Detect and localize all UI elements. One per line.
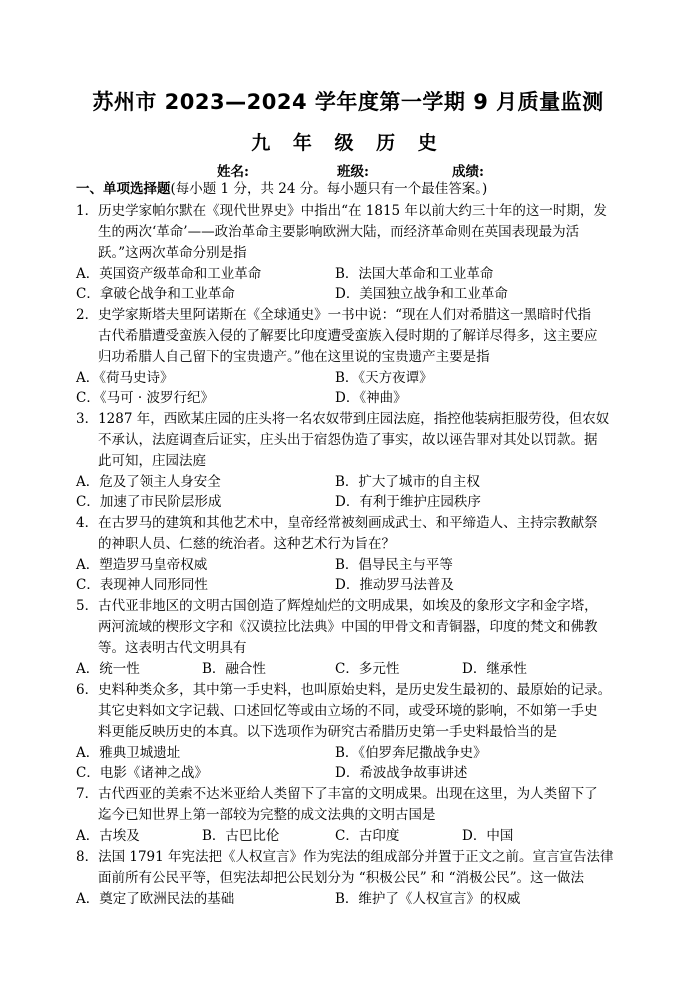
- question-4-option-d: D．推动罗马法普及: [335, 577, 454, 593]
- question-5-option-c: C．多元性: [335, 661, 400, 677]
- question-1-option-a: A．英国资产级革命和工业革命: [76, 266, 262, 282]
- question-3-option-d: D．有利于维护庄园秩序: [335, 494, 481, 510]
- question-2-option-d: D．《神曲》: [335, 390, 407, 406]
- question-3-option-b: B．扩大了城市的自主权: [335, 474, 480, 490]
- question-6-option-a: A．雅典卫城遗址: [76, 745, 181, 761]
- question-6-option-c: C．电影《诸神之战》: [76, 765, 208, 781]
- question-2-option-a: A．《荷马史诗》: [76, 370, 174, 386]
- question-2-line-3: 归功希腊人自己留下的宝贵遗产。”他在这里说的宝贵遗产主要是指: [98, 349, 490, 365]
- question-7-option-a: A．古埃及: [76, 828, 140, 844]
- question-3-line-3: 此可知，庄园法庭: [98, 453, 206, 469]
- question-2-line-2: 古代希腊遭受蛮族入侵的了解要比印度遭受蛮族入侵时期的了解详尽得多，这主要应: [98, 328, 598, 344]
- question-6-option-d: D．希波战争故事讲述: [335, 765, 468, 781]
- question-5-line-2: 两河流域的楔形文字和《汉谟拉比法典》中国的甲骨文和青铜器，印度的梵文和佛教: [98, 619, 598, 635]
- question-1-line-3: 跃。”这两次革命分别是指: [98, 245, 247, 261]
- question-7-option-d: D．中国: [462, 828, 514, 844]
- question-4-line-2: 的神职人员、仁慈的统治者。这种艺术行为旨在？: [98, 536, 395, 552]
- question-8-line-2: 面前所有公民平等，但宪法却把公民划分为 “积极公民” 和 “消极公民”。这一做法: [98, 870, 584, 886]
- question-1-option-c: C．拿破仑战争和工业革命: [76, 286, 235, 302]
- section-note: (每小题 1 分，共 24 分。每小题只有一个最佳答案。): [170, 181, 488, 197]
- name-label: 姓名:: [217, 164, 249, 180]
- question-2-option-c: C．《马可 · 波罗行纪》: [76, 390, 214, 406]
- question-6-line-1: 6．史料种类众多，其中第一手史料，也叫原始史料，是历史发生最初的、最原始的记录。: [76, 682, 612, 698]
- exam-title: 苏州市 2023—2024 学年度第一学期 9 月质量监测: [92, 90, 604, 114]
- question-1-option-d: D．美国独立战争和工业革命: [335, 286, 508, 302]
- question-1-line-1: 1．历史学家帕尔默在《现代世界史》中指出“在 1815 年以前大约三十年的这一时期，发: [76, 203, 607, 219]
- question-5-option-a: A．统一性: [76, 661, 140, 677]
- question-5-line-3: 等。这表明古代文明具有: [98, 640, 247, 656]
- question-3-line-1: 3．1287 年，西欧某庄园的庄头将一名农奴带到庄园法庭，指控他装病拒服劳役，但农奴: [76, 411, 610, 427]
- question-5-line-1: 5．古代亚非地区的文明古国创造了辉煌灿烂的文明成果，如埃及的象形文字和金字塔，: [76, 598, 598, 614]
- section-heading: 一、单项选择题: [76, 181, 171, 197]
- question-8-option-a: A．奠定了欧洲民法的基础: [76, 891, 235, 907]
- exam-subtitle: 九 年 级 历 史: [251, 132, 445, 154]
- class-label: 班级:: [337, 164, 369, 180]
- question-2-line-1: 2．史学家斯塔夫里阿诺斯在《全球通史》一书中说：“现在人们对希腊这一黑暗时代指: [76, 307, 591, 323]
- question-6-option-b: B．《伯罗奔尼撒战争史》: [335, 745, 487, 761]
- question-8-line-1: 8．法国 1791 年宪法把《人权宣言》作为宪法的组成部分并置于正文之前。宣言宣告法律: [76, 849, 614, 865]
- question-1-line-2: 生的两次‘革命’——政治革命主要影响欧洲大陆，而经济革命则在英国表现最为活: [98, 224, 580, 240]
- question-2-option-b: B．《天方夜谭》: [335, 370, 433, 386]
- question-4-option-b: B．倡导民主与平等: [335, 557, 453, 573]
- question-7-option-b: B．古巴比伦: [202, 828, 280, 844]
- score-label: 成绩:: [452, 164, 484, 180]
- question-4-option-a: A．塑造罗马皇帝权威: [76, 557, 208, 573]
- question-3-option-c: C．加速了市民阶层形成: [76, 494, 222, 510]
- question-6-line-3: 料更能反映历史的本真。以下选项作为研究古希腊历史第一手史料最恰当的是: [98, 724, 557, 740]
- question-3-option-a: A．危及了领主人身安全: [76, 474, 221, 490]
- question-7-option-c: C．古印度: [335, 828, 400, 844]
- question-4-line-1: 4．在古罗马的建筑和其他艺术中，皇帝经常被刻画成武士、和平缔造人、主持宗教献祭: [76, 515, 598, 531]
- question-5-option-d: D．继承性: [462, 661, 527, 677]
- question-7-line-2: 迄今已知世界上第一部较为完整的成文法典的文明古国是: [98, 807, 436, 823]
- question-5-option-b: B．融合性: [202, 661, 266, 677]
- question-6-line-2: 其它史料如文字记载、口述回忆等或由立场的不同，或受环境的影响，不如第一手史: [98, 703, 598, 719]
- question-4-option-c: C．表现神人同形同性: [76, 577, 208, 593]
- question-8-option-b: B．维护了《人权宣言》的权威: [335, 891, 521, 907]
- question-3-line-2: 不承认，法庭调查后证实，庄头出于宿怨伪造了事实，故以诬告罪对其处以罚款。据: [98, 432, 598, 448]
- question-1-option-b: B．法国大革命和工业革命: [335, 266, 494, 282]
- question-7-line-1: 7．古代西亚的美索不达米亚给人类留下了丰富的文明成果。出现在这里，为人类留下了: [76, 786, 598, 802]
- section-heading-line: [76, 179, 487, 199]
